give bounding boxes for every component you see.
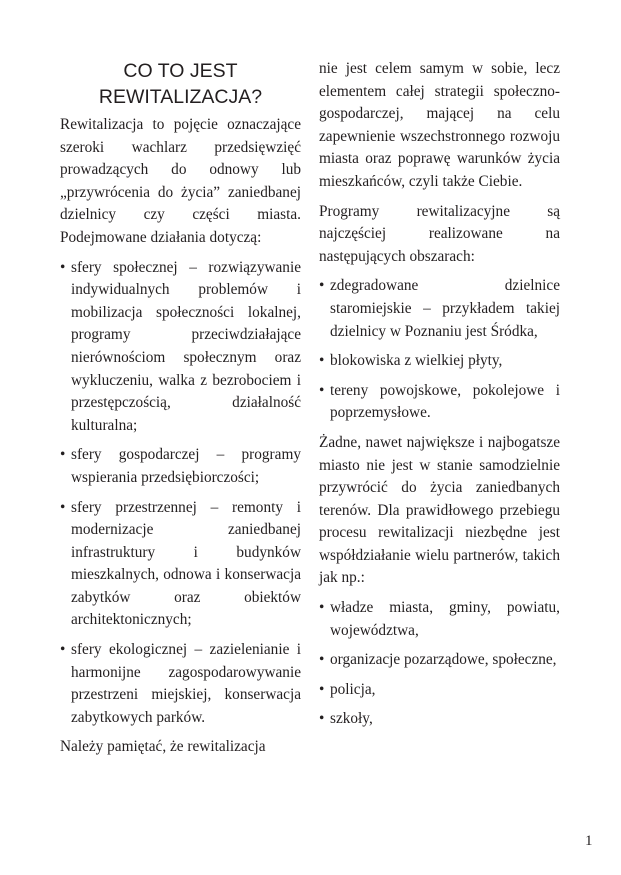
sphere-item-social: • sfery społecznej – rozwiązywanie indywidualnych problemów i mobilizacja społeczności lokalnej, programy przeciwdziałające nierównościom społecznym oraz wykluczeniu, walka z bezrobociem i przestępczością, działalność kulturalna; xyxy=(60,257,301,438)
page-number: 1 xyxy=(585,833,593,849)
partner-item-police: • policja, xyxy=(319,679,560,702)
page-title xyxy=(60,58,301,110)
sphere-item-ecological: • sfery ekologicznej – zazielenianie i harmonijne zagospodarowywanie przestrzeni miejskiej, konserwacja zabytkowych parków. xyxy=(60,639,301,729)
title-line-2: REWITALIZACJA? xyxy=(98,86,263,108)
partners-paragraph: Żadne, nawet największe i najbogatsze miasto nie jest w stanie samodzielnie przywrócić do życia zaniedbanych terenów. Dla prawidłowego przebiegu procesu rewitalizacji niezbędne jest współdziałanie wielu partnerów, takich jak np.: xyxy=(319,433,560,587)
sphere-item-spatial: • sfery przestrzennej – remonty i modernizacje zaniedbanej infrastruktury i budynków mieszkalnych, odnowa i konserwacja zabytków oraz obiektów architektonicznych; xyxy=(60,497,301,633)
area-item-post-industrial: • tereny powojskowe, pokolejowe i poprzemysłowe. xyxy=(319,380,560,425)
strategy-paragraph: nie jest celem samym w sobie, lecz elementem całej strategii społeczno-gospodarczej, mającej na celu zapewnienie wszechstronnego rozwoju miasta oraz poprawę warunków życia mieszkańców, czyli także Ciebie. xyxy=(319,60,560,190)
partner-item-schools: • szkoły, xyxy=(319,708,560,731)
closing-paragraph: Należy pamiętać, że rewitalizacja xyxy=(60,738,266,756)
area-item-blocks: • blokowiska z wielkiej płyty, xyxy=(319,350,560,373)
programs-paragraph: Programy rewitalizacyjne są najczęściej realizowane na następujących obszarach: xyxy=(319,202,560,265)
areas-list xyxy=(319,275,560,425)
partners-list xyxy=(319,597,560,731)
left-column xyxy=(60,58,301,766)
right-column xyxy=(319,58,560,738)
title-line-1: CO TO JEST xyxy=(123,60,238,82)
area-item-old-town: • zdegradowane dzielnice staromiejskie – przykładem takiej dzielnicy w Poznaniu jest Śródka, xyxy=(319,275,560,343)
spheres-list xyxy=(60,257,301,730)
intro-paragraph: Rewitalizacja to pojęcie oznaczające szeroki wachlarz przedsięwzięć prowadzących do odnowy lub „przywrócenia do życia” zaniedbanej dzielnicy czy części miasta. Podejmowane działania dotyczą: xyxy=(60,116,301,246)
sphere-item-economic: • sfery gospodarczej – programy wspierania przedsiębiorczości; xyxy=(60,444,301,489)
partner-item-organizations: • organizacje pozarządowe, społeczne, xyxy=(319,649,560,672)
partner-item-authorities: • władze miasta, gminy, powiatu, województwa, xyxy=(319,597,560,642)
